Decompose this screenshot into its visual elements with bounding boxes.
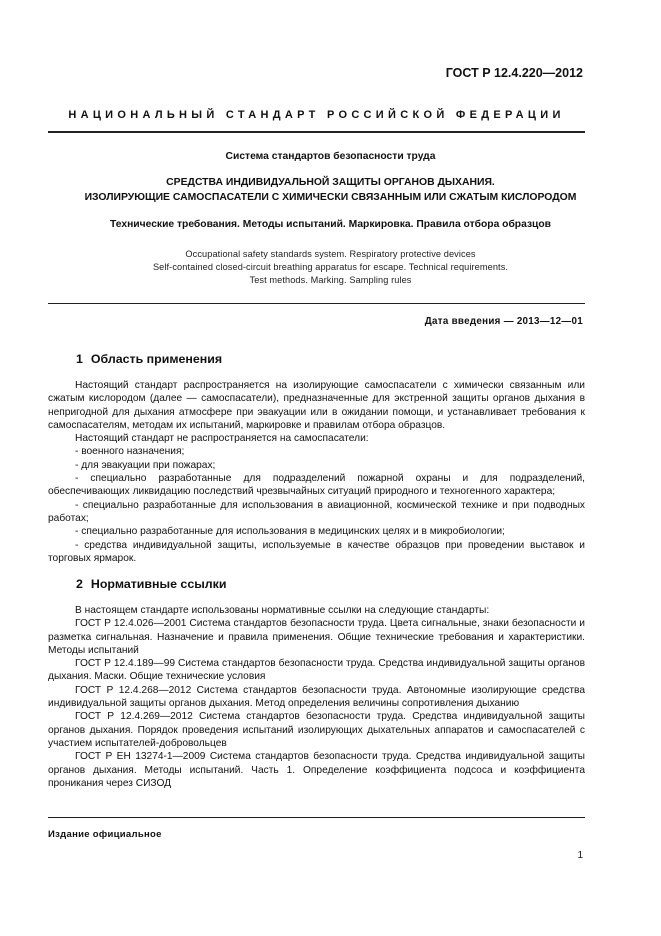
reference-item: ГОСТ Р ЕН 13274-1—2009 Система стандартов безопасности труда. Средства индивидуальной защиты органов дыхания. Методы испытаний. Часть 1. Определение коэффициента подсоса и коэффициента проникания через СИЗОД [48,751,585,789]
list-item: - средства индивидуальной защиты, используемые в качестве образцов при проведении выставок и торговых ярмарок. [48,539,585,564]
section-2-body [48,604,585,790]
list-item: - специально разработанные для использования в авиационной, космической технике и при подводных работах; [48,499,585,524]
section-1-body [48,379,585,565]
reference-item: ГОСТ Р 12.4.268—2012 Система стандартов безопасности труда. Автономные изолирующие средства индивидуальной защиты органов дыхания. Метод определения величины сопротивления дыханию [48,684,585,710]
english-title-line2: Self-contained closed-circuit breathing apparatus for escape. Technical requirements. [152,262,509,272]
reference-item: ГОСТ Р 12.4.189—99 Система стандартов безопасности труда. Средства индивидуальной защиты органов дыхания. Маски. Общие технические условия [48,658,585,683]
document-title-line2: ИЗОЛИРУЮЩИЕ САМОСПАСАТЕЛИ С ХИМИЧЕСКИ СВЯЗАННЫМ ИЛИ СЖАТЫМ КИСЛОРОДОМ [84,192,577,203]
list-item: - специально разработанные для использования в медицинских целях и в микробиологии; [75,526,505,538]
reference-item: ГОСТ Р 12.4.026—2001 Система стандартов безопасности труда. Цвета сигнальные, знаки безопасности и разметка сигнальная. Назначение и правила применения. Общие технические требования и характеристики. Методы испытаний [48,618,585,656]
section-2-title: Нормативные ссылки [90,577,227,591]
section-2-heading [76,577,226,591]
list-item: - специально разработанные для подразделений пожарной охраны и для подразделений, обеспечивающих ликвидацию последствий чрезвычайных ситуаций природного и техногенного характера; [48,473,585,498]
national-standard-banner: НАЦИОНАЛЬНЫЙ СТАНДАРТ РОССИЙСКОЙ ФЕДЕРАЦИИ [68,109,565,121]
introduction-date: Дата введения — 2013—12—01 [424,316,583,327]
official-edition-label: Издание официальное [48,829,162,840]
list-item: - военного назначения; [75,446,185,458]
standard-series: Система стандартов безопасности труда [225,151,436,162]
title-rule [48,303,585,304]
header-rule [48,131,585,133]
section-2-number: 2 [76,577,83,591]
footer-rule [48,817,585,818]
page-number: 1 [577,850,583,861]
reference-item: ГОСТ Р 12.4.269—2012 Система стандартов безопасности труда. Средства индивидуальной защиты органов дыхания. Порядок проведения испытаний изолирующих дыхательных аппаратов и самоспасателей с участием испытателей-добровольцев [48,711,585,749]
english-title-line1: Occupational safety standards system. Respiratory protective devices [185,249,476,259]
section-1-title: Область применения [90,352,223,366]
list-item: - для эвакуации при пожарах; [75,459,216,471]
paragraph: Настоящий стандарт распространяется на изолирующие самоспасатели с химически связанным или сжатым кислородом (далее — самоспасатели), предназначенные для экстренной защиты органов дыхания в непригодной для дыхания атмосфере при эвакуации или в ожидании помощи, и устанавливает требования к самоспасателям, методам их испытаний, маркировке и правилам отбора образцов. [48,380,585,431]
document-subtitle: Технические требования. Методы испытаний. Маркировка. Правила отбора образцов [109,219,552,230]
paragraph: В настоящем стандарте использованы нормативные ссылки на следующие стандарты: [75,605,490,616]
standard-code: ГОСТ Р 12.4.220—2012 [445,66,583,80]
document-title-line1: СРЕДСТВА ИНДИВИДУАЛЬНОЙ ЗАЩИТЫ ОРГАНОВ ДЫХАНИЯ. [166,177,495,188]
section-1-heading [76,352,222,366]
section-1-number: 1 [76,352,83,366]
english-title-line3: Test methods. Marking. Sampling rules [249,275,412,285]
paragraph: Настоящий стандарт не распространяется на самоспасатели: [75,433,369,445]
